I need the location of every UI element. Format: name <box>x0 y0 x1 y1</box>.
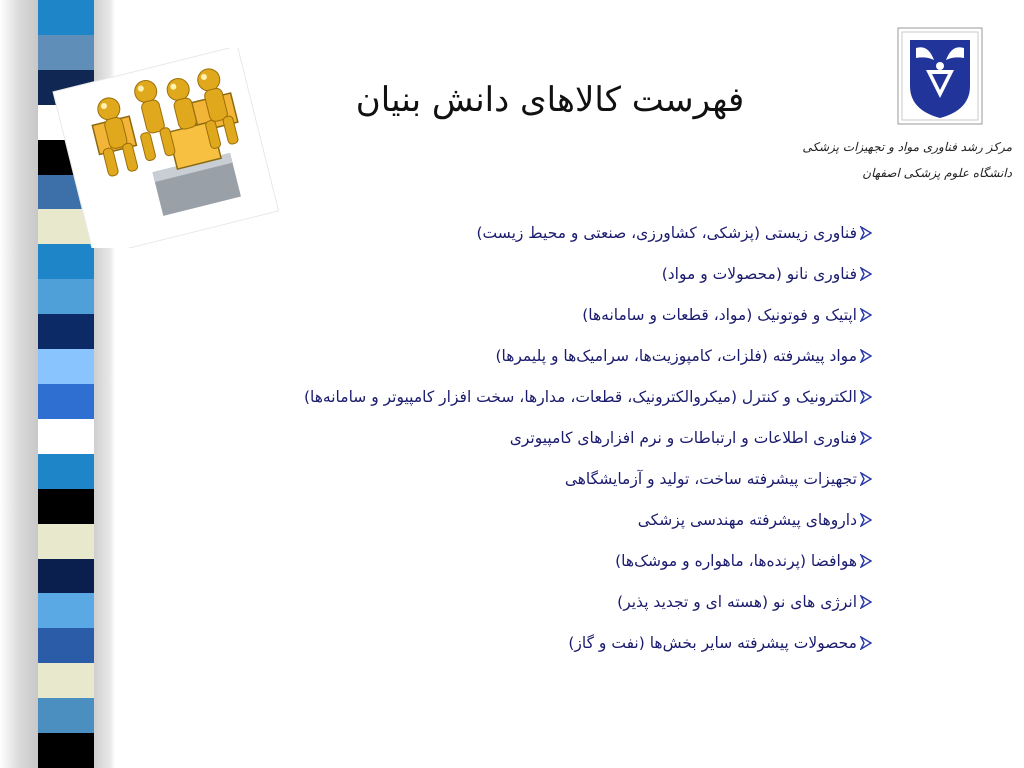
color-block <box>38 489 94 524</box>
checkmark-arrow-icon <box>860 267 872 281</box>
color-block <box>38 384 94 419</box>
color-block <box>38 279 94 314</box>
color-block <box>38 0 94 35</box>
list-item-text: فناوری نانو (محصولات و مواد) <box>661 264 857 283</box>
color-block <box>38 593 94 628</box>
checkmark-arrow-icon <box>860 472 872 486</box>
list-item <box>180 581 872 622</box>
list-item-text: فناوری زیستی (پزشکی، کشاورزی، صنعتی و محیط زیست) <box>476 223 857 242</box>
color-block <box>38 663 94 698</box>
color-block <box>38 628 94 663</box>
list-item <box>180 540 872 581</box>
checkmark-arrow-icon <box>860 349 872 363</box>
list-item-text: انرژی های نو (هسته ای و تجدید پذیر) <box>617 592 857 611</box>
list-item-text: محصولات پیشرفته سایر بخش‌ها (نفت و گاز) <box>568 633 857 652</box>
color-block <box>38 559 94 594</box>
list-item <box>180 212 872 253</box>
product-category-list <box>180 212 872 663</box>
checkmark-arrow-icon <box>860 308 872 322</box>
color-block <box>38 314 94 349</box>
list-item <box>180 458 872 499</box>
list-item-text: تجهیزات پیشرفته ساخت، تولید و آزمایشگاهی <box>564 469 857 488</box>
list-item <box>180 335 872 376</box>
list-item-text: فناوری اطلاعات و ارتباطات و نرم افزارهای کامپیوتری <box>509 428 857 447</box>
list-item-text: داروهای پیشرفته مهندسی پزشکی <box>637 510 857 529</box>
color-block <box>38 244 94 279</box>
checkmark-arrow-icon <box>860 431 872 445</box>
list-item <box>180 417 872 458</box>
color-block <box>38 698 94 733</box>
list-item <box>180 253 872 294</box>
checkmark-arrow-icon <box>860 636 872 650</box>
page-title: فهرست کالاهای دانش بنیان <box>355 80 745 120</box>
university-logo <box>896 26 984 126</box>
list-item-text: مواد پیشرفته (فلزات، کامپوزیت‌ها، سرامیک‌ها و پلیمرها) <box>495 346 857 365</box>
logo-caption <box>802 134 1012 186</box>
list-item <box>180 294 872 335</box>
color-block <box>38 733 94 768</box>
color-block <box>38 349 94 384</box>
logo-caption-line1: مرکز رشد فناوری مواد و تجهیزات پزشکی <box>802 140 1012 154</box>
list-item <box>180 499 872 540</box>
checkmark-arrow-icon <box>860 554 872 568</box>
list-item-text: الکترونیک و کنترل (میکروالکترونیک، قطعات، مدارها، سخت افزار کامپیوتر و سامانه‌ها) <box>303 387 857 406</box>
color-block <box>38 454 94 489</box>
checkmark-arrow-icon <box>860 390 872 404</box>
checkmark-arrow-icon <box>860 595 872 609</box>
logo-caption-line2: دانشگاه علوم پزشکی اصفهان <box>862 166 1012 180</box>
color-block <box>38 524 94 559</box>
list-item-text: هوافضا (پرنده‌ها، ماهواره و موشک‌ها) <box>615 551 857 570</box>
checkmark-arrow-icon <box>860 226 872 240</box>
checkmark-arrow-icon <box>860 513 872 527</box>
list-item-text: اپتیک و فوتونیک (مواد، قطعات و سامانه‌ها) <box>582 305 857 324</box>
list-item <box>180 376 872 417</box>
list-item <box>180 622 872 663</box>
color-block <box>38 419 94 454</box>
